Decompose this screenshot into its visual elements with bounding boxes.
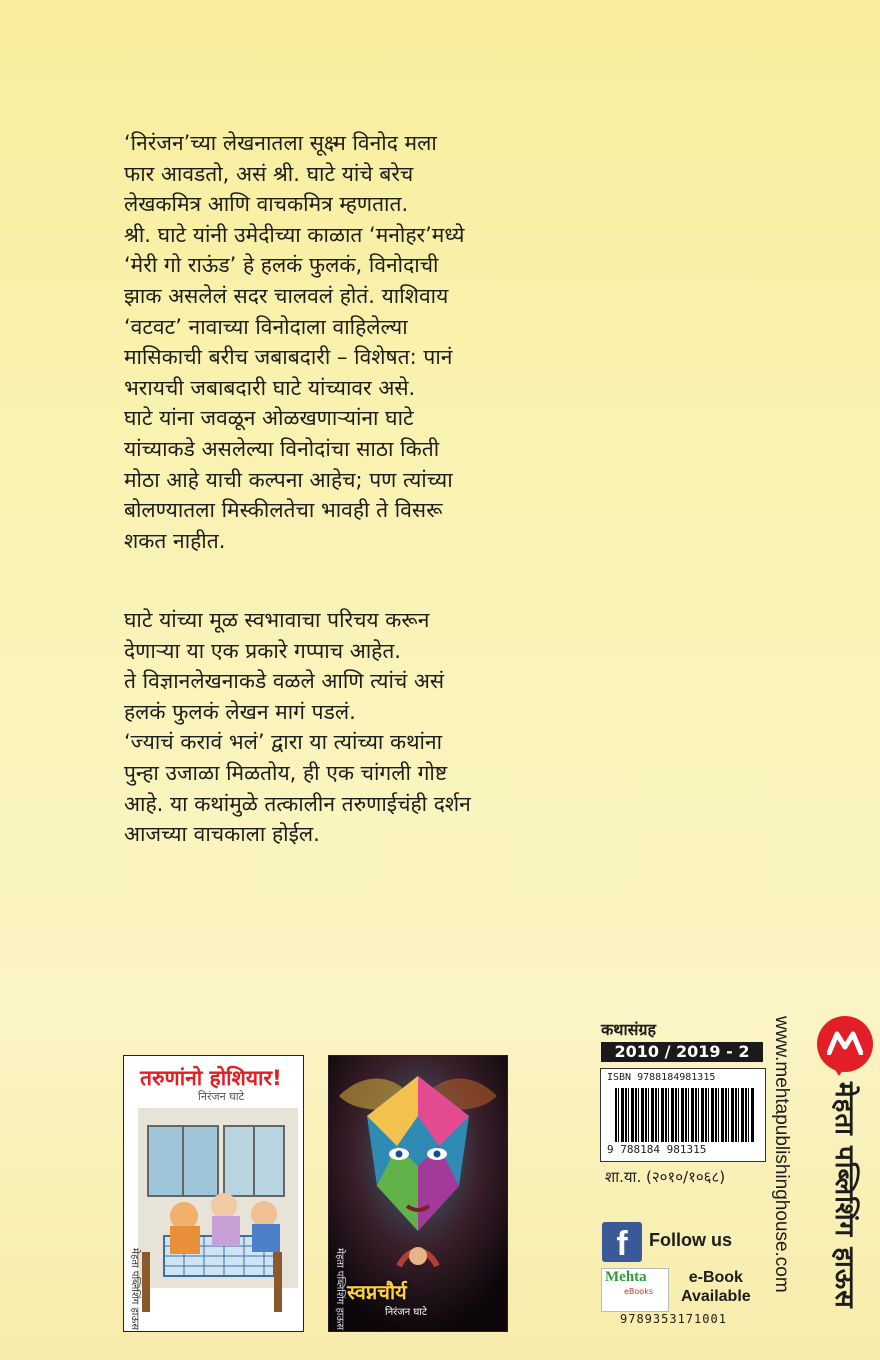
blurb-line: ते विज्ञानलेखनाकडे वळले आणि त्यांचं असं <box>124 669 445 694</box>
book-spine-publisher: मेहता पब्लिशिंग हाऊस <box>334 1248 345 1330</box>
ebook-line-1: e-Book <box>688 1269 743 1286</box>
blurb-line: लेखकमित्र आणि वाचकमित्र म्हणतात. <box>124 192 409 217</box>
blurb-line: यांच्याकडे असलेल्या विनोदांचा साठा किती <box>124 436 440 461</box>
blurb-paragraph-1 <box>124 128 564 556</box>
blurb-line: बोलण्यातला मिस्कीलतेचा भावही ते विसरू <box>124 498 443 523</box>
blurb-line: मोठा आहे याची कल्पना आहेच; पण त्यांच्या <box>124 467 453 492</box>
blurb-line: फार आवडतो, असं श्री. घाटे यांचे बरेच <box>124 161 414 186</box>
edition-code: 2010 / 2019 - 2 <box>601 1042 763 1062</box>
blurb-line: ‘वटवट’ नावाच्या विनोदाला वाहिलेल्या <box>124 314 408 339</box>
mehta-ebooks-logo <box>601 1268 669 1312</box>
blurb-line: भरायची जबाबदारी घाटे यांच्यावर असे. <box>124 375 416 400</box>
blurb-line: हलकं फुलकं लेखन मागं पडलं. <box>124 699 356 724</box>
isbn-label: ISBN 9788184981315 <box>607 1072 716 1083</box>
book-title: तरुणांनो होशियार! <box>140 1066 282 1090</box>
ebook-line-2: Available <box>681 1288 751 1305</box>
book-cover-tarunanno-hoshiyar <box>123 1055 304 1332</box>
blurb-line: झाक असलेलं सदर चालवलं होतं. याशिवाय <box>124 283 449 308</box>
bottom-code: 9789353171001 <box>620 1312 727 1326</box>
blurb-line: घाटे यांच्या मूळ स्वभावाचा परिचय करून <box>124 608 430 632</box>
publisher-website[interactable]: www.mehtapublishinghouse.com <box>771 1016 792 1293</box>
follow-us-text: Follow us <box>649 1230 732 1250</box>
ebook-logo-text: Mehta <box>605 1269 647 1285</box>
book-title: स्वप्नचौर्य <box>347 1280 407 1304</box>
blurb-line: मासिकाची बरीच जबाबदारी – विशेषत: पानं <box>124 345 453 370</box>
isbn-number: 9 788184 981315 <box>607 1143 707 1156</box>
mehta-logo-icon <box>817 1016 873 1072</box>
blurb-line: आजच्या वाचकाला होईल. <box>124 822 320 847</box>
blurb-line: शकत नाहीत. <box>124 528 226 553</box>
blurb-line: श्री. घाटे यांनी उमेदीच्या काळात ‘मनोहर’मध्ये <box>124 222 465 247</box>
ebook-logo-sub: eBooks <box>624 1287 653 1296</box>
book-author: निरंजन घाटे <box>198 1090 245 1103</box>
facebook-icon[interactable]: f <box>602 1222 642 1262</box>
registration-code: शा.या. (२०१०/१०६८) <box>605 1168 726 1186</box>
blurb-line: पुन्हा उजाळा मिळतोय, ही एक चांगली गोष्ट <box>124 760 448 785</box>
isbn-barcode <box>600 1068 766 1162</box>
book-spine-publisher: मेहता पब्लिशिंग हाऊस <box>129 1248 140 1330</box>
blurb-line: ‘ज्याचं करावं भलं’ द्वारा या त्यांच्या कथांना <box>124 730 443 755</box>
blurb-line: आहे. या कथांमुळे तत्कालीन तरुणाईचंही दर्शन <box>124 791 471 816</box>
book-author: निरंजन घाटे <box>385 1307 427 1318</box>
blurb-line: देणाऱ्या या एक प्रकारे गप्पाच आहेत. <box>124 638 401 663</box>
blurb-line: ‘निरंजन’च्या लेखनातला सूक्ष्म विनोद मला <box>124 131 437 155</box>
barcode-bars <box>615 1088 755 1142</box>
logo-mark <box>827 1031 863 1055</box>
blurb-paragraph-2 <box>124 605 564 850</box>
blurb-line: घाटे यांना जवळून ओळखणाऱ्यांना घाटे <box>124 406 414 431</box>
book-cover-swapnachaurya <box>328 1055 508 1332</box>
blurb-line: ‘मेरी गो राऊंड’ हे हलकं फुलकं, विनोदाची <box>124 253 439 278</box>
publisher-name: मेहता पब्लिशिंग हाऊस <box>829 1082 859 1309</box>
ebook-available <box>681 1268 751 1306</box>
category-label: कथासंग्रह <box>601 1020 656 1039</box>
